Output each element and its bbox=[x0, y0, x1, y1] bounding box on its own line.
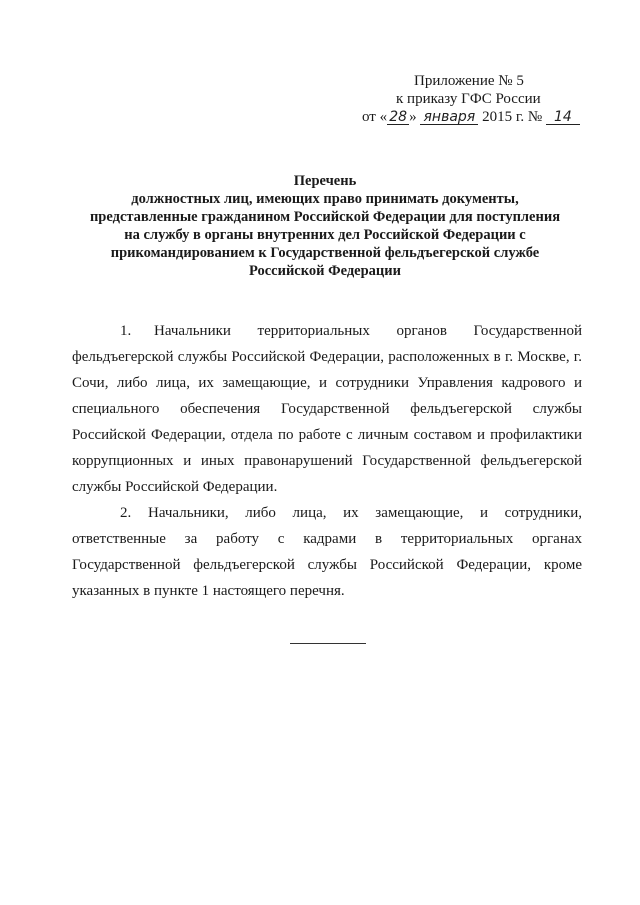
order-reference: к приказу ГФС России bbox=[396, 91, 541, 107]
appendix-number: Приложение № 5 bbox=[414, 73, 524, 89]
title-line: должностных лиц, имеющих право принимать документы, bbox=[131, 191, 519, 207]
list-item-text: Начальники территориальных органов Государственной фельдъегерской службы Российской Федерации, расположенных в г. Москве, г. Сочи, либо лица, их замещающие, и сотрудники Управления кадрового и специального обеспечения Государственной фельдъегерской службы Российской Федерации, отдела по работе с личным составом и профилактики коррупционных и иных правонарушений Государственной фельдъегерской службы Российской Федерации. bbox=[72, 323, 582, 495]
date-quote-close: » bbox=[409, 109, 417, 125]
title-line: прикомандированием к Государственной фельдъегерской службе bbox=[110, 245, 540, 261]
list-item bbox=[72, 500, 582, 604]
list-item-number: 2. bbox=[120, 505, 132, 521]
handwritten-order-number: 14 bbox=[546, 110, 580, 125]
order-date-line bbox=[362, 108, 580, 126]
document-title bbox=[60, 172, 590, 280]
title-line: на службу в органы внутренних дел Российской Федерации с bbox=[124, 227, 526, 243]
handwritten-day: 28 bbox=[387, 110, 409, 125]
list-item-number: 1. bbox=[120, 323, 132, 339]
list-item-text: Начальники, либо лица, их замещающие, и сотрудники, ответственные за работу с кадрами в территориальных органах Государственной фельдъегерской службы Российской Федерации, кроме указанных в пункте 1 настоящего перечня. bbox=[72, 505, 582, 599]
title-line: Перечень bbox=[293, 173, 357, 189]
title-line: Российской Федерации bbox=[248, 263, 401, 279]
date-year-number-label: 2015 г. № bbox=[482, 109, 543, 125]
document-body bbox=[72, 318, 582, 604]
handwritten-month: января bbox=[420, 110, 478, 125]
list-item bbox=[72, 318, 582, 500]
date-prefix: от « bbox=[362, 109, 388, 125]
end-separator-line bbox=[290, 643, 366, 644]
title-line: представленные гражданином Российской Федерации для поступления bbox=[89, 209, 561, 225]
